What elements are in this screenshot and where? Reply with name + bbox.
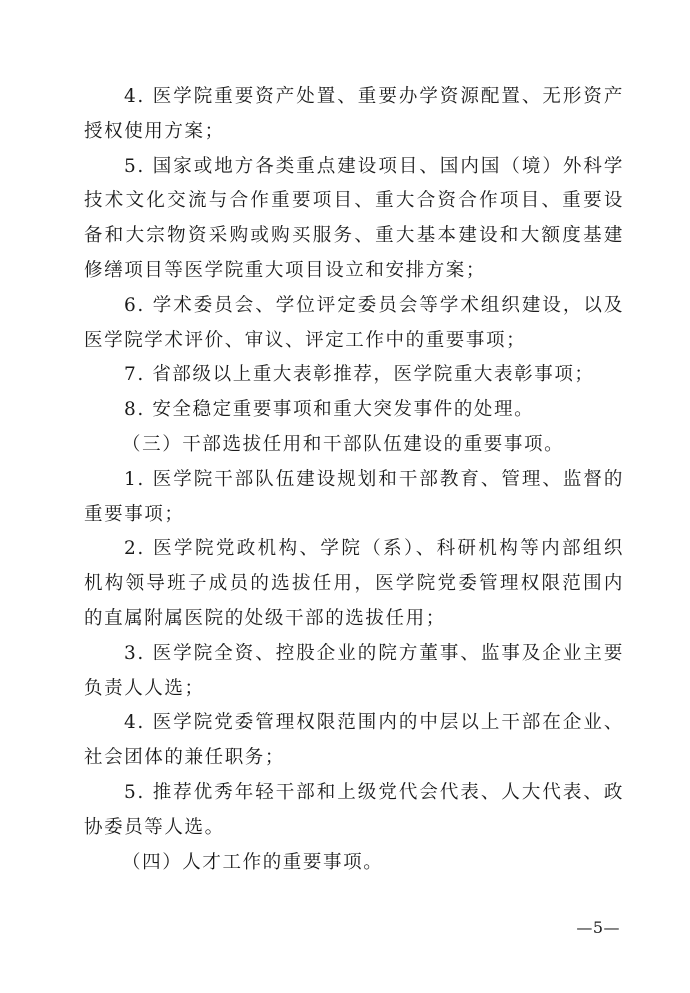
paragraph-cadre-item-5: 5. 推荐优秀年轻干部和上级党代会代表、人大代表、政协委员等人选。 xyxy=(84,781,624,838)
paragraph-cadre-item-3: 3. 医学院全资、控股企业的院方董事、监事及企业主要负责人人选； xyxy=(84,642,624,699)
paragraph-item-4-assets: 4. 医学院重要资产处置、重要办学资源配置、无形资产授权使用方案； xyxy=(84,86,624,142)
document-body xyxy=(84,80,624,880)
paragraph-item-7-commendation: 7. 省部级以上重大表彰推荐，医学院重大表彰事项； xyxy=(124,364,595,386)
section-heading-talent: （四）人才工作的重要事项。 xyxy=(122,851,384,873)
paragraph-cadre-item-4: 4. 医学院党委管理权限范围内的中层以上干部在企业、社会团体的兼任职务； xyxy=(84,712,624,769)
page-number: —5— xyxy=(576,918,620,937)
section-heading-cadre: （三）干部选拔任用和干部队伍建设的重要事项。 xyxy=(122,433,565,455)
paragraph-cadre-item-1: 1. 医学院干部队伍建设规划和干部教育、管理、监督的重要事项； xyxy=(84,468,624,525)
paragraph-item-8-safety: 8. 安全稳定重要事项和重大突发事件的处理。 xyxy=(124,399,535,421)
paragraph-item-5-major-projects: 5. 国家或地方各类重点建设项目、国内国（境）外科学技术文化交流与合作重要项目、重大合资合作项目、重要设备和大宗物资采购或购买服务、重大基本建设和大额度基建修缮项目等医学院重大项目设立和安排方案； xyxy=(84,155,624,281)
paragraph-cadre-item-2: 2. 医学院党政机构、学院（系）、科研机构等内部组织机构领导班子成员的选拔任用，医学院党委管理权限范围内的直属附属医院的处级干部的选拔任用； xyxy=(84,538,624,629)
paragraph-item-6-academic: 6. 学术委员会、学位评定委员会等学术组织建设，以及医学院学术评价、审议、评定工作中的重要事项； xyxy=(84,294,624,351)
